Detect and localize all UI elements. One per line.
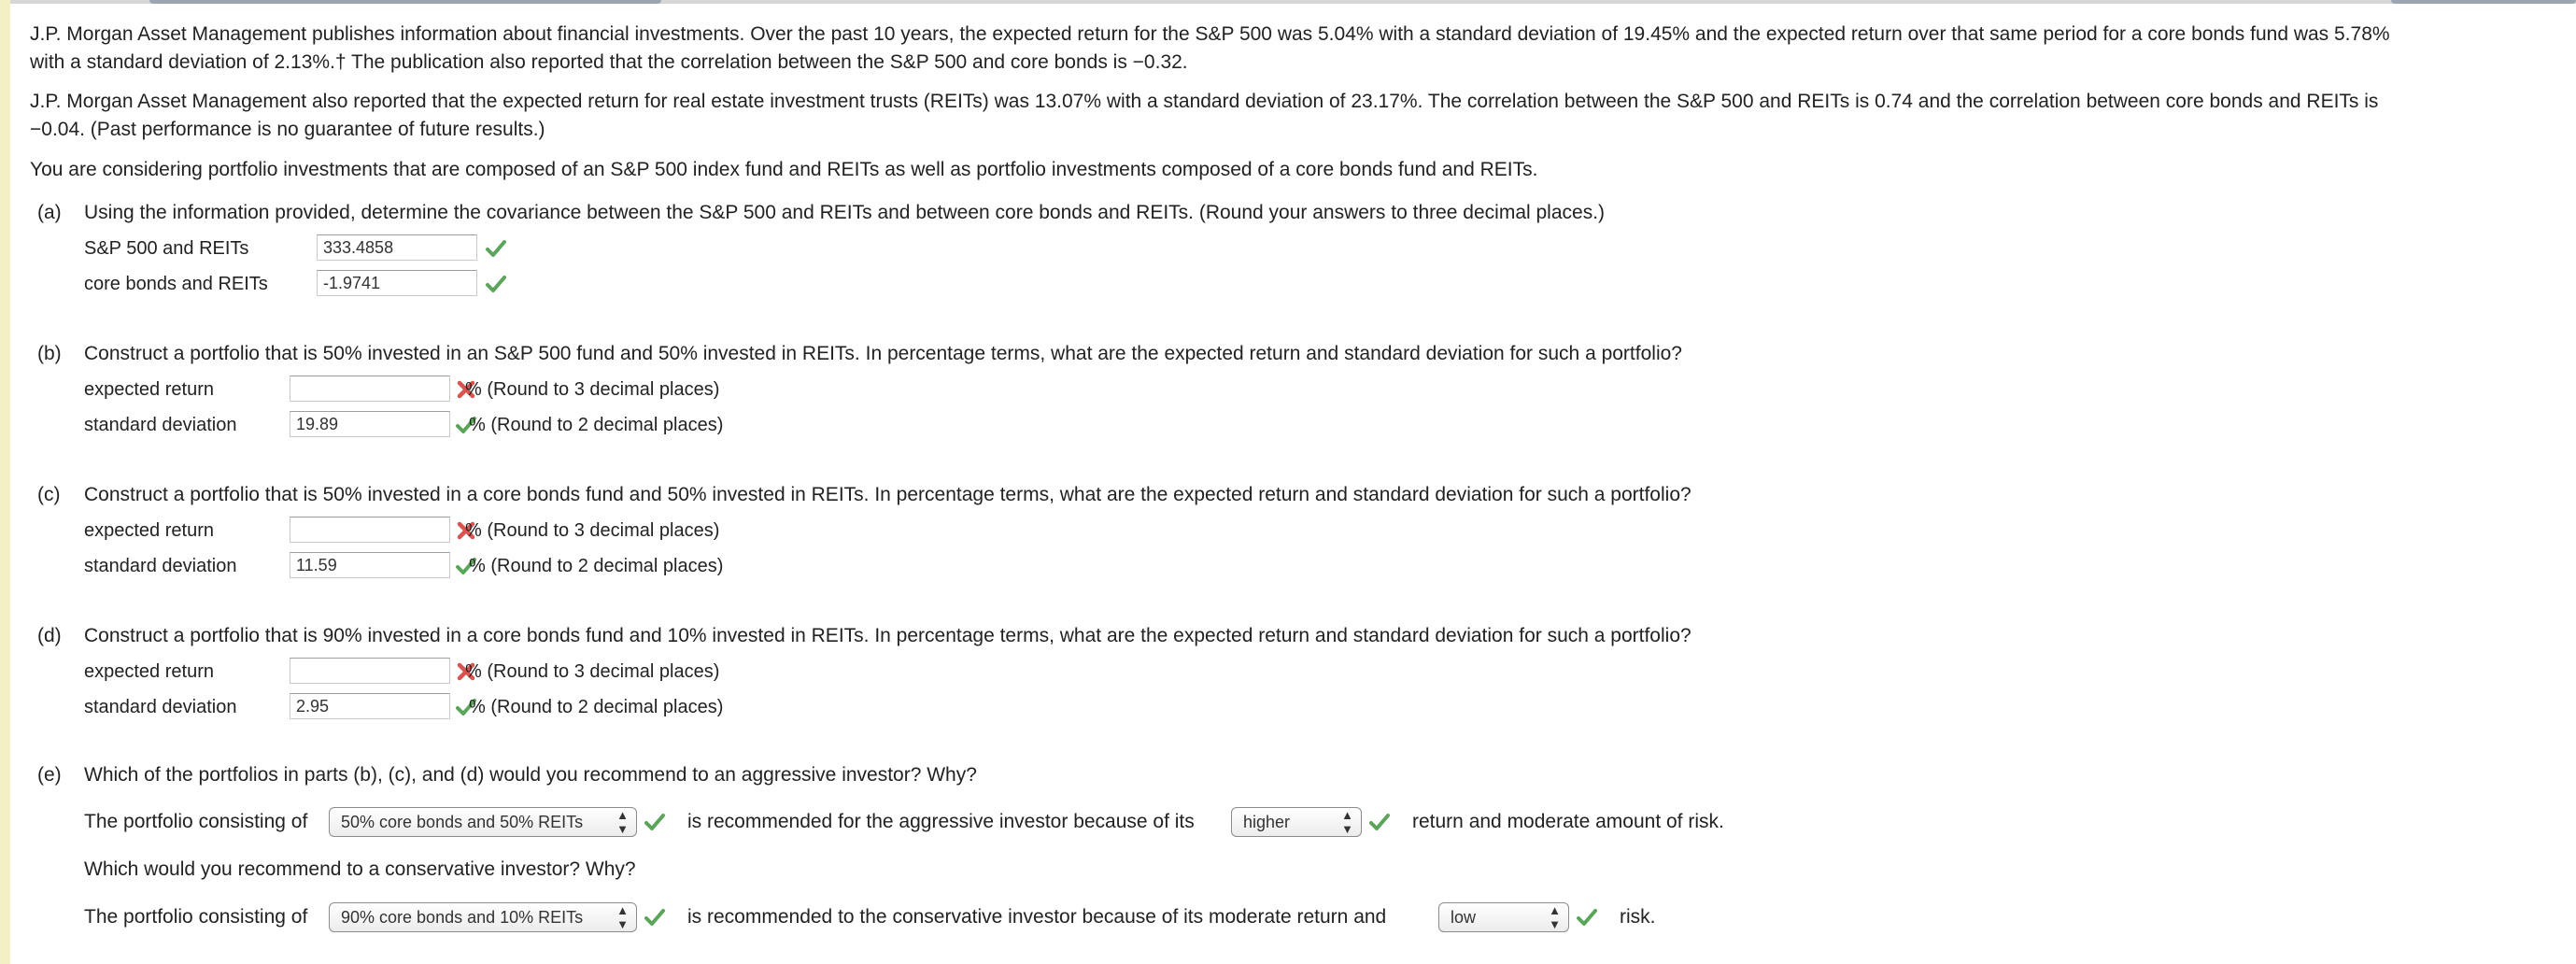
correct-check-icon — [486, 274, 506, 294]
left-margin-bar — [0, 0, 10, 964]
part-c-expected-note: % (Round to 3 decimal places) — [465, 520, 720, 541]
aggressive-level-select[interactable] — [1231, 807, 1362, 837]
conservative-question: Which would you recommend to a conservative investor? Why? — [84, 858, 636, 880]
part-c-expected-return-input[interactable] — [290, 517, 450, 543]
select-arrows-icon: ▲ ▼ — [616, 903, 629, 931]
aggressive-middle: is recommended for the aggressive investor because of its — [687, 811, 1195, 832]
conservative-middle: is recommended to the conservative investor because of its moderate return and — [687, 906, 1387, 928]
conservative-portfolio-selected: 90% core bonds and 10% REITs — [341, 908, 584, 927]
part-a-question: Using the information provided, determine the covariance between the S&P 500 and REITs and between core bonds and REITs. (Round your answers to three decimal places.) — [84, 202, 1606, 223]
aggressive-portfolio-select[interactable] — [329, 807, 637, 837]
intro-paragraph-2 — [30, 88, 2378, 144]
select-arrows-icon: ▲ ▼ — [1341, 808, 1353, 836]
intro-p2-line2: −0.04. (Past performance is no guarantee of future results.) — [30, 119, 545, 140]
part-d-question: Construct a portfolio that is 90% invested in a core bonds fund and 10% invested in REITs. In percentage terms, what are the expected return and standard deviation for such a portfolio? — [84, 625, 1691, 646]
part-b-expected-note: % (Round to 3 decimal places) — [465, 379, 720, 400]
part-a-label: (a) — [37, 202, 62, 223]
part-e-question: Which of the portfolios in parts (b), (c), and (d) would you recommend to an aggressive investor? Why? — [84, 764, 977, 786]
part-b-label: (b) — [37, 343, 62, 364]
conservative-portfolio-select[interactable] — [329, 902, 637, 932]
part-c-label: (c) — [37, 484, 61, 505]
conservative-level-selected: low — [1451, 908, 1477, 927]
part-c-stdev-note: % (Round to 2 decimal places) — [469, 556, 724, 576]
part-d-stdev-input[interactable]: 2.95 — [290, 693, 450, 719]
part-b-expected-label: expected return — [84, 379, 214, 400]
part-d-label: (d) — [37, 625, 62, 646]
conservative-suffix: risk. — [1620, 906, 1656, 928]
intro-p1-line1: J.P. Morgan Asset Management publishes information about financial investments. Over the past 10 years, the expected return for the S&P 500 was 5.04% with a standard deviation of 19.45% and the expected return over that same period for a core bonds fund was 5.78% — [30, 23, 2390, 45]
conservative-prefix: The portfolio consisting of — [84, 906, 308, 928]
aggressive-suffix: return and moderate amount of risk. — [1412, 811, 1724, 832]
correct-check-icon — [644, 907, 665, 928]
part-b-stdev-label: standard deviation — [84, 415, 237, 435]
toolbar-tab-stub[interactable] — [149, 0, 355, 4]
correct-check-icon — [486, 238, 506, 259]
part-d-expected-label: expected return — [84, 661, 214, 682]
part-c-stdev-label: standard deviation — [84, 556, 237, 576]
part-e-label: (e) — [37, 764, 62, 786]
covariance-bonds-reits-input[interactable]: -1.9741 — [317, 270, 477, 296]
intro-paragraph-1 — [30, 21, 2390, 77]
intro-p1-line2: with a standard deviation of 2.13%.† The publication also reported that the correlation between the S&P 500 and core bonds is −0.32. — [30, 51, 1188, 73]
part-d-stdev-note: % (Round to 2 decimal places) — [469, 697, 724, 717]
correct-check-icon — [644, 812, 665, 832]
aggressive-level-selected: higher — [1243, 813, 1291, 831]
part-d-expected-return-input[interactable] — [290, 658, 450, 684]
conservative-level-select[interactable] — [1438, 902, 1569, 932]
part-b-stdev-note: % (Round to 2 decimal places) — [469, 415, 724, 435]
aggressive-prefix: The portfolio consisting of — [84, 811, 308, 832]
intro-paragraph-3: You are considering portfolio investments that are composed of an S&P 500 index fund and REITs as well as portfolio investments composed of a core bonds fund and REITs. — [30, 159, 1538, 180]
part-d-stdev-label: standard deviation — [84, 697, 237, 717]
intro-p2-line1: J.P. Morgan Asset Management also reported that the expected return for real estate investment trusts (REITs) was 13.07% with a standard deviation of 23.17%. The correlation between the S&P 500 and REITs is 0.74 and the correlation between core bonds and REITs is — [30, 91, 2379, 112]
correct-check-icon — [1369, 812, 1390, 832]
part-c-question: Construct a portfolio that is 50% invested in a core bonds fund and 50% invested in REITs. In percentage terms, what are the expected return and standard deviation for such a portfolio? — [84, 484, 1691, 505]
select-arrows-icon: ▲ ▼ — [616, 808, 629, 836]
part-b-expected-return-input[interactable] — [290, 376, 450, 402]
aggressive-portfolio-selected: 50% core bonds and 50% REITs — [341, 813, 584, 831]
covariance-sp500-reits-input[interactable]: 333.4858 — [317, 234, 477, 261]
toolbar-tab-stub[interactable] — [2391, 0, 2576, 4]
part-b-stdev-input[interactable]: 19.89 — [290, 411, 450, 437]
part-c-stdev-input[interactable]: 11.59 — [290, 552, 450, 578]
part-c-expected-label: expected return — [84, 520, 214, 541]
select-arrows-icon: ▲ ▼ — [1549, 903, 1561, 931]
part-a-row1-label: S&P 500 and REITs — [84, 238, 249, 259]
toolbar-tab-stub[interactable] — [347, 0, 661, 4]
part-b-question: Construct a portfolio that is 50% invested in an S&P 500 fund and 50% invested in REITs. In percentage terms, what are the expected return and standard deviation for such a portfolio? — [84, 343, 1682, 364]
part-d-expected-note: % (Round to 3 decimal places) — [465, 661, 720, 682]
part-a-row2-label: core bonds and REITs — [84, 274, 268, 294]
correct-check-icon — [1577, 907, 1597, 928]
